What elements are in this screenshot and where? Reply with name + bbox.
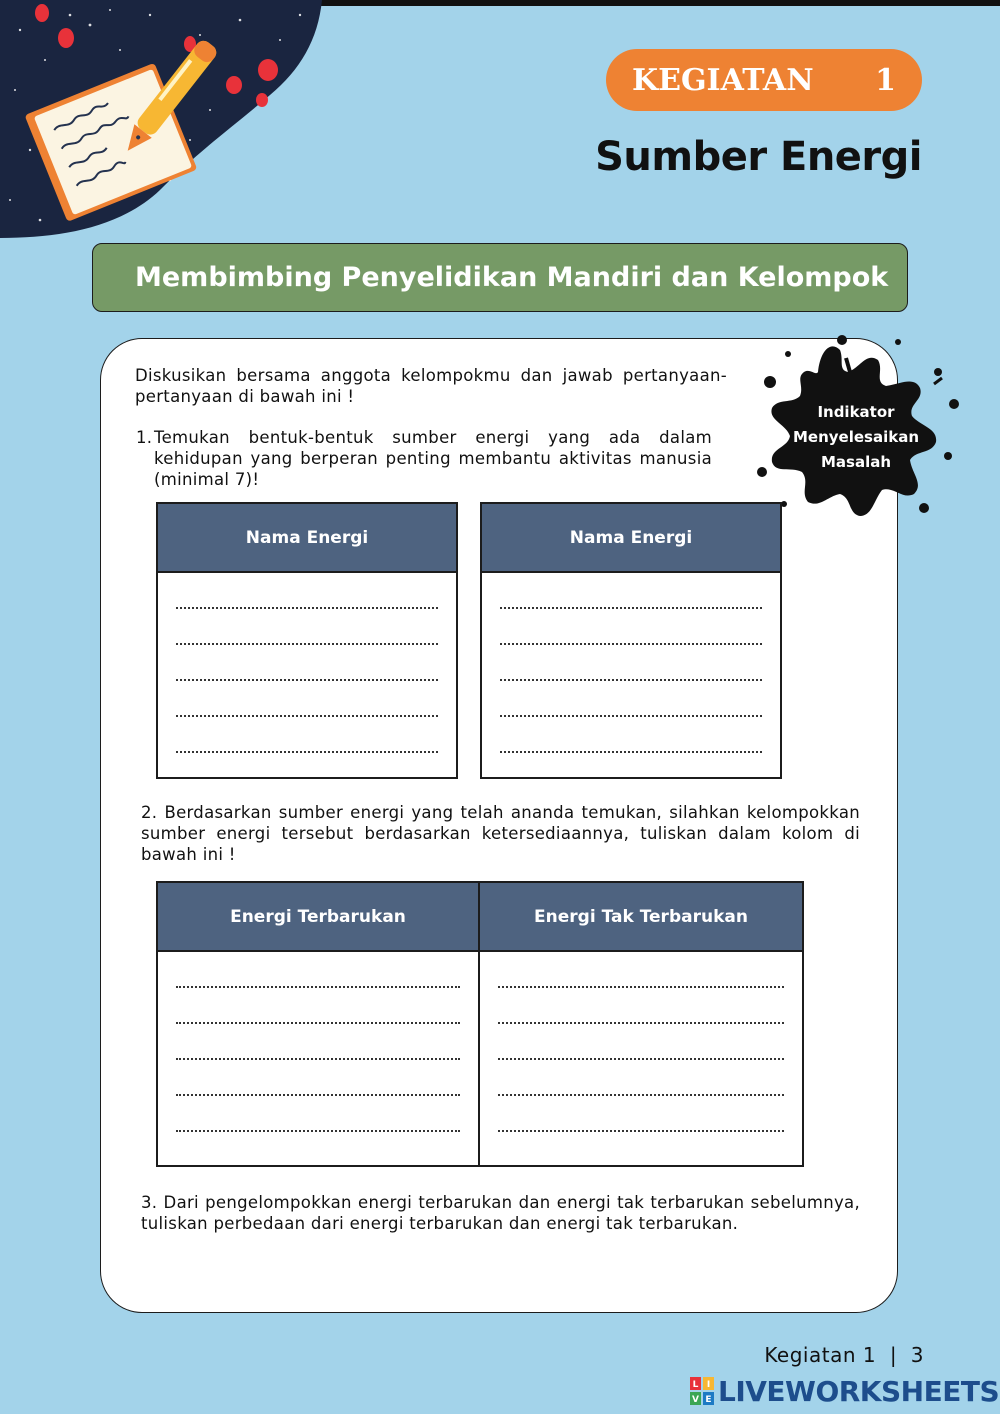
answer-line[interactable] [500,609,762,645]
answer-line[interactable] [498,1060,784,1096]
brand-letter-l: L [692,1380,699,1390]
column-non-renewable [480,883,802,1165]
brand-letter-i: I [706,1380,711,1390]
intro-text: Diskusikan bersama anggota kelompokmu dan jawab pertanyaan-pertanyaan di bawah ini ! [135,366,727,406]
section-banner [92,243,908,312]
question-1-text: Temukan bentuk-bentuk sumber energi yang ada dalam kehidupan yang berperan penting membantu aktivitas manusia (minimal 7)! [154,428,712,489]
indicator-line-2: Menyelesaikan [792,428,919,446]
answer-line[interactable] [498,1096,784,1132]
answer-line[interactable] [500,573,762,609]
notebook-illustration [0,0,330,245]
answer-line[interactable] [176,609,438,645]
question-1 [136,427,712,490]
answer-line[interactable] [498,1024,784,1060]
answer-table-1-left [156,502,458,779]
badge-number: 1 [875,62,896,98]
answer-table-2 [156,881,804,1167]
column-renewable [158,883,480,1165]
answer-table-1-right [480,502,782,779]
answer-line[interactable] [500,681,762,717]
brand-letter-v: V [692,1395,699,1405]
answer-line[interactable] [498,952,784,988]
brand-name: LIVEWORKSHEETS [718,1374,1000,1408]
question-3: 3. Dari pengelompokkan energi terbarukan dan energi tak terbarukan sebelumnya, tuliskan perbedaan dari energi terbarukan dan energi tak terbarukan. [141,1193,860,1233]
answer-line[interactable] [176,645,438,681]
liveworksheets-icon [690,1377,714,1405]
table-header: Energi Tak Terbarukan [480,883,802,952]
question-1-number: 1. [136,428,153,447]
table-header: Nama Energi [158,504,456,573]
question-2: 2. Berdasarkan sumber energi yang telah ananda temukan, silahkan kelompokkan sumber energi tersebut berdasarkan ketersediaannya, tuliskan dalam kolom di bawah ini ! [141,803,860,864]
answer-line[interactable] [176,1096,460,1132]
answer-line[interactable] [176,952,460,988]
indicator-line-3: Masalah [820,453,892,471]
banner-text: Membimbing Penyelidikan Mandiri dan Kelompok [135,262,889,293]
answer-line[interactable] [176,988,460,1024]
badge-label: KEGIATAN [632,62,814,98]
answer-line[interactable] [500,645,762,681]
answer-line[interactable] [176,573,438,609]
answer-line[interactable] [176,681,438,717]
brand-letter-e: E [705,1395,712,1405]
answer-line[interactable] [176,717,438,753]
page-title: Sumber Energi [595,134,922,180]
liveworksheets-logo [690,1376,999,1406]
page-number: Kegiatan 1 | 3 [764,1343,924,1367]
indicator-label [778,400,934,475]
answer-line[interactable] [176,1024,460,1060]
answer-line[interactable] [498,988,784,1024]
activity-badge [606,49,922,111]
table-header: Nama Energi [482,504,780,573]
answer-line[interactable] [176,1060,460,1096]
answer-line[interactable] [500,717,762,753]
table-header: Energi Terbarukan [158,883,478,952]
indicator-line-1: Indikator [817,403,895,421]
